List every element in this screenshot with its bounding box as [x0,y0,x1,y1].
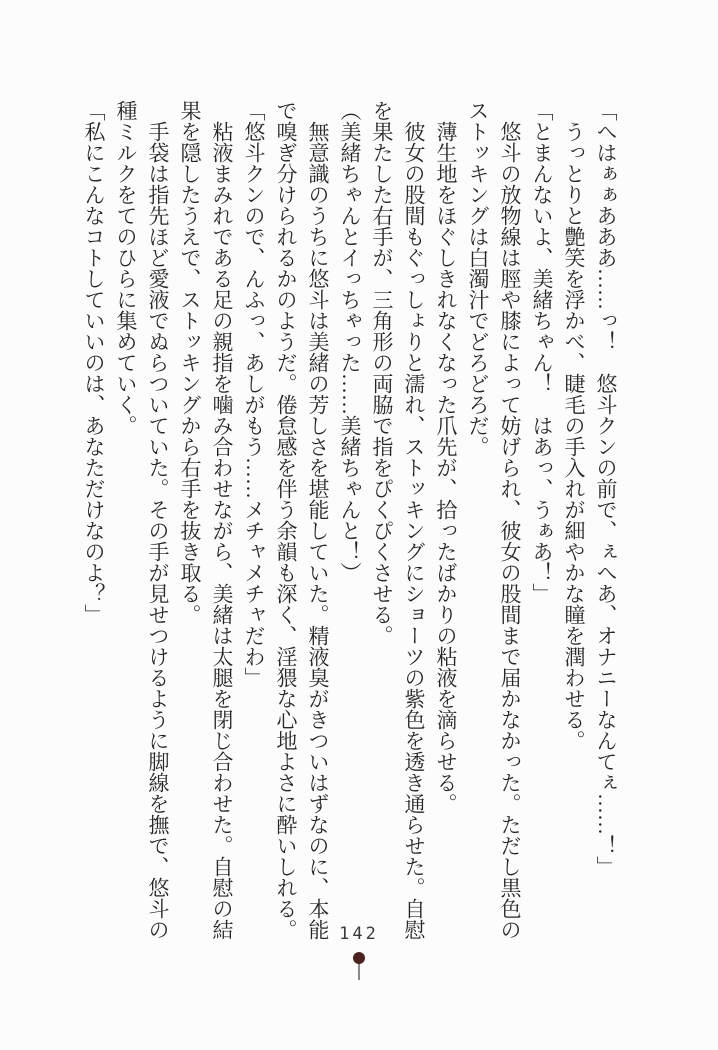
text-column: 「とまんないよ、美緒ちゃん！ はあっ、うぁあ！」 [530,100,554,604]
text-column: うっとりと艶笑を浮かべ、睫毛の手入れが細やかな瞳を潤わせる。 [562,121,586,751]
text-area [78,100,622,942]
text-column: 無意識のうちに悠斗は美緒の芳しさを堪能していた。精液臭がきついはずなのに、本能 [306,121,330,940]
page-footer [0,924,718,1050]
page-marker-dot-icon [353,952,365,964]
text-column: 「へはぁぁあああ……っ！ 悠斗クンの前で、ぇへあ、オナニーなんてぇ……！」 [594,100,618,877]
text-column: 「悠斗クンので、んふっ、あしがもう……メチャメチャだわ」 [242,100,266,688]
text-column: 粘液まみれである足の親指を噛み合わせながら、美緒は太腿を閉じ合わせた。自慰の結 [210,121,234,940]
text-column: 悠斗の放物線は脛や膝によって妨げられ、彼女の股間まで届かなかった。ただし黒色の [498,121,522,940]
text-column: 種ミルクをてのひらに集めていく。 [114,100,138,436]
text-column: （美緒ちゃんとイっちゃった……美緒ちゃんと！） [338,100,362,583]
text-column: 薄生地をほぐしきれなくなった爪先が、拾ったばかりの粘液を滴らせる。 [434,121,458,814]
page-marker-line [358,962,360,980]
text-column: 手袋は指先ほど愛液でぬらついていた。その手が見せつけるように脚線を撫で、悠斗の [146,121,170,940]
text-column: を果たした右手が、三角形の両脇で指をぴくぴくさせる。 [370,100,394,646]
text-column: ストッキングは白濁汁でどろどろだ。 [466,100,490,457]
text-column: で嗅ぎ分けられるかのようだ。倦怠感を伴う余韻も深く、淫猥な心地よさに酔いしれる。 [274,100,298,940]
page-number: 142 [339,924,379,944]
text-column: 彼女の股間もぐっしょりと濡れ、ストッキングにショーツの紫色を透き通らせた。自慰 [402,121,426,940]
text-column: 果を隠したうえで、ストッキングから右手を抜き取る。 [178,100,202,625]
text-column: 「私にこんなコトしていいのは、あなただけなのよ？」 [82,100,106,625]
